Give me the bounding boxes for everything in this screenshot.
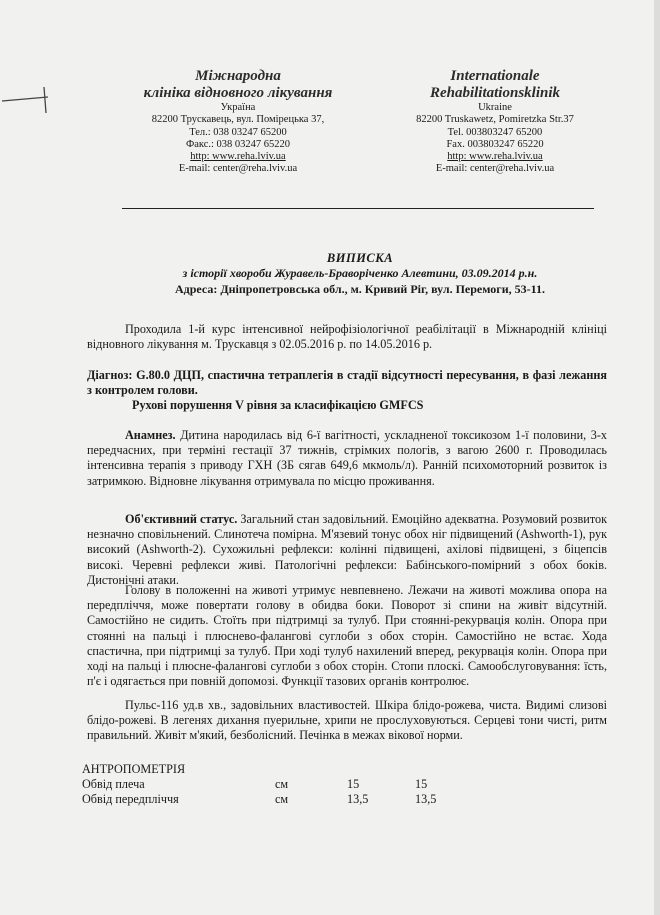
measure-unit: см [275,777,289,791]
clinic-fax: Факс.: 038 03247 65220 [185,138,291,150]
objective-status-label: Об'єктивний статус. [125,512,238,526]
document-title: ВИПИСКА [326,251,394,265]
motor-status-paragraph: Голову в положенні на животі утримує невпевнено. Лежачи на животі можлива опора на передпліччя, може повертати голову в обидва боки. Поворот зі спини на живіт відсутній. Самостійно не сидить. Стоїть при підтримці за тулуб. При стоянні-рекурвація колін. Опора при стоянні на пальці і плюснево-фалангові суглоби з обох сторін. Самостійно не встає. Хода спастична, при підтримці за тулуб. При ході тулуб нахилений вперед, рекурвація колін. Опора при ході на пальці і плюсне-фалангові суглоби з обох сторін. Стопи плоскі. Самообслуговування: їсть, п'є і одягається при повній допомозі. Функції тазових органів контролює. [87,583,607,689]
clinic-country: Ukraine [478,102,512,113]
anamnesis-label: Анамнез. [125,428,176,442]
clinic-header-german [375,68,615,176]
course-paragraph: Проходила 1-й курс інтенсивної нейрофізіологічної реабілітації в Міжнародній клініці відновного лікування м. Трускавця з 02.05.2016 р. по 14.05.2016 р. [87,322,607,352]
clinic-name-line2: Rehabilitationsklinik [429,85,561,101]
clinic-address: 82200 Truskawetz, Pomiretzka Str.37 [416,114,574,126]
patient-line: з історії хвороби Журавель-Браворіченко Алевтини, 03.09.2014 р.н. [182,266,538,280]
clinic-web-link[interactable]: http: www.reha.lviv.ua [447,151,543,163]
clinic-name-line1: Міжнародна [195,68,281,84]
clinic-name-line1: Internationale [450,68,540,84]
clinic-country: Україна [220,102,256,113]
anthropometry-title: АНТРОПОМЕТРІЯ [82,762,186,776]
clinic-header-ukrainian [118,68,358,176]
measure-value-left: 15 [347,777,360,791]
diagnosis-paragraph: Діагноз: G.80.0 ДЦП, спастична тетраплегія в стадії відсутності пересування, в фазі лежання з контролем голови. [87,368,607,398]
pulse-paragraph: Пульс-116 уд.в хв., задовільних властивостей. Шкіра блідо-рожева, чиста. Видимі слизові блідо-рожеві. В легенях дихання пуерильне, хрипи не прослуховуються. Серцеві тони чисті, ритм правильний. Живіт м'який, безболісний. Печінка в межах вікової норми. [87,698,607,743]
anamnesis-text: Дитина народилась від 6-ї вагітності, ускладненої токсикозом 1-ї половини, 3-х передчасних, при терміні гестації 37 тижнів, стрімких пологів, з вагою 2600 г. Проводилась інтенсивна терапія з приводу ГХН (ЗБ сягав 649,6 мкмоль/л). Ранній психомоторний розвиток із затримкою. Відновне лікування отримувала по місцю проживання. [87,428,607,488]
measure-label: Обвід плеча [82,777,145,791]
measure-unit: см [275,792,289,806]
anamnesis-paragraph [87,428,607,489]
objective-status-text: Загальний стан задовільний. Емоційно адекватна. Розумовий розвиток незначно сповільнений. Слинотеча помірна. М'язевий тонус обох ніг підвищений (Ashworth-1), рук високий (Ashworth-2). Сухожильні рефлекси: колінні підвищені, ахілові підвищені, з біцепсів високі. Черевні рефлекси живі. Патологічні рефлекси: Бабінського-помірний з обох боків. Дистонічні атаки. [87,512,607,587]
measure-value-right: 13,5 [415,792,437,806]
objective-status-paragraph [87,512,607,588]
patient-address: Адреса: Дніпропетровська обл., м. Кривий Ріг, вул. Перемоги, 53-11. [175,282,545,296]
scan-edge [654,0,660,915]
measure-value-right: 15 [415,777,428,791]
clinic-address: 82200 Трускавець, вул. Помірецька 37, [151,114,325,126]
clinic-name-line2: клініка відновного лікування [143,85,333,101]
clinic-fax: Fax. 003803247 65220 [446,138,544,150]
measure-label: Обвід передпліччя [82,792,179,806]
diagnosis-gmfcs: Рухові порушення V рівня за класифікацією GMFCS [132,398,424,412]
clinic-email: E-mail: center@reha.lviv.ua [178,163,298,175]
header-divider [122,208,594,209]
clinic-web-link[interactable]: http: www.reha.lviv.ua [190,151,286,163]
measure-value-left: 13,5 [347,792,369,806]
clinic-email: E-mail: center@reha.lviv.ua [435,163,555,175]
clinic-tel: Tel. 003803247 65200 [447,126,543,138]
pen-mark [0,85,52,115]
clinic-tel: Тел.: 038 03247 65200 [189,126,287,138]
